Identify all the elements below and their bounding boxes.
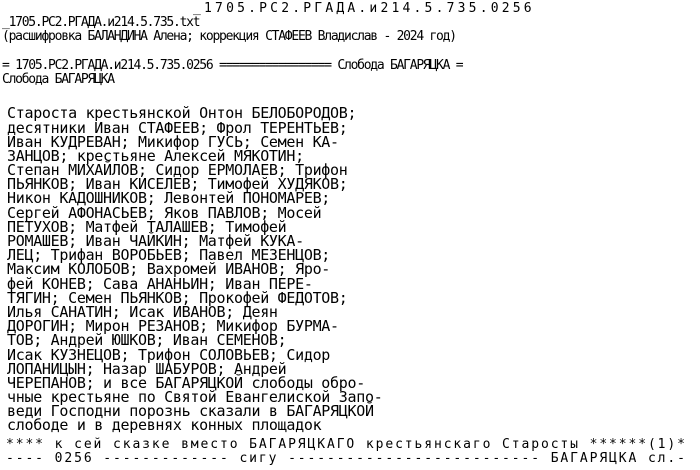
body-text-line: Исак КУЗНЕЦОВ; Трифон СОЛОВЬЕВ; Сидор: [7, 345, 331, 364]
body-text-line: Степан МИХАЙЛОВ; Сидор ЕРМОЛАЕВ; Трифон: [7, 161, 348, 180]
footer-signature-line: ---- 0256 ------------- сигу -------------------------- БАГАРЯЦКА сл.-: [6, 450, 687, 466]
section-divider-line: = 1705.РС2.РГАДА.и214.5.735.0256 ================= Слобода БАГАРЯЦКА =: [2, 57, 463, 73]
body-text-block: [0, 104, 700, 435]
credits-line: (расшифровка БАЛАНДИНА Алена; коррекция СТАФЕЕВ Владислав - 2024 год): [2, 29, 456, 45]
document-title: _1705.РС2.РГАДА.и214.5.735.0256: [193, 1, 535, 16]
footer-text-block: [0, 438, 700, 466]
footer-note-line: **** к сей сказке вместо БАГАРЯЦКАГО крестьянскаго Старосты ******(1)*: [6, 436, 687, 452]
body-text-line: десятники Иван СТАФЕЕВ; Фрол ТЕРЕНТЬЕВ;: [7, 118, 348, 137]
body-text-line: ПЬЯНКОВ; Иван КИСЕЛЕВ; Тимофей ХУДЯКОВ;: [7, 175, 348, 194]
body-text-line: Илья САНАТИН; Исак ИВАНОВ; Деян: [7, 302, 278, 321]
body-text-line: ДОРОГИН; Мирон РЕЗАНОВ; Микифор БУРМА-: [7, 317, 339, 336]
body-text-line: чные крестьяне по Святой Евангелиской Запо-: [7, 388, 383, 407]
body-text-line: Староста крестьянской Онтон БЕЛОБОРОДОВ;: [7, 104, 357, 123]
body-text-line: ТЯГИН; Семен ПЬЯНКОВ; Прокофей ФЕДОТОВ;: [7, 288, 348, 307]
body-text-line: ЧЕРЕПАНОВ; и все БАГАРЯЦКОЙ слободы обро-: [7, 373, 365, 392]
body-text-line: ТОВ; Андрей ЮШКОВ; Иван СЕМЕНОВ;: [7, 331, 287, 350]
body-text-line: Никон КАДОШНИКОВ; Левонтей ПОНОМАРЕВ;: [7, 189, 331, 208]
body-text-line: Иван КУДРЕВАН; Микифор ГУСЬ; Семен КА-: [7, 132, 339, 151]
body-text-line: веди Господни порознь сказали в БАГАРЯЦКОЙ: [7, 402, 374, 421]
blank-line: [0, 45, 700, 59]
body-text-line: Сергей АФОНАСЬЕВ; Яков ПАВЛОВ; Мосей: [7, 203, 322, 222]
body-text-line: ПЕТУХОВ; Матфей ТАЛАШЕВ; Тимофей: [7, 217, 287, 236]
body-text-line: слободе и в деревнях конных площадок: [7, 416, 322, 435]
section-title: Слобода БАГАРЯЦКА: [2, 71, 114, 87]
body-text-line: РОМАШЕВ; Иван ЧАЙКИН; Матфей КУКА-: [7, 232, 304, 250]
body-text-line: ЛОПАНИЦЫН; Назар ШАБУРОВ; Андрей: [7, 359, 287, 378]
body-text-line: фей КОНЕВ; Сава АНАНЬИН; Иван ПЕРЕ-: [7, 274, 313, 293]
body-text-line: Максим КОЛОБОВ; Вахромей ИВАНОВ; Яро-: [7, 260, 331, 279]
file-name-line: _1705.РС2.РГАДА.и214.5.735.txt: [2, 15, 200, 31]
blank-line: [0, 87, 700, 101]
body-text-line: ЗАНЦОВ; крестьяне Алексей МЯКОТИН;: [7, 146, 304, 165]
body-text-line: ЛЕЦ; Трифан ВОРОБЬЕВ; Павел МЕЗЕНЦОВ;: [7, 246, 331, 265]
